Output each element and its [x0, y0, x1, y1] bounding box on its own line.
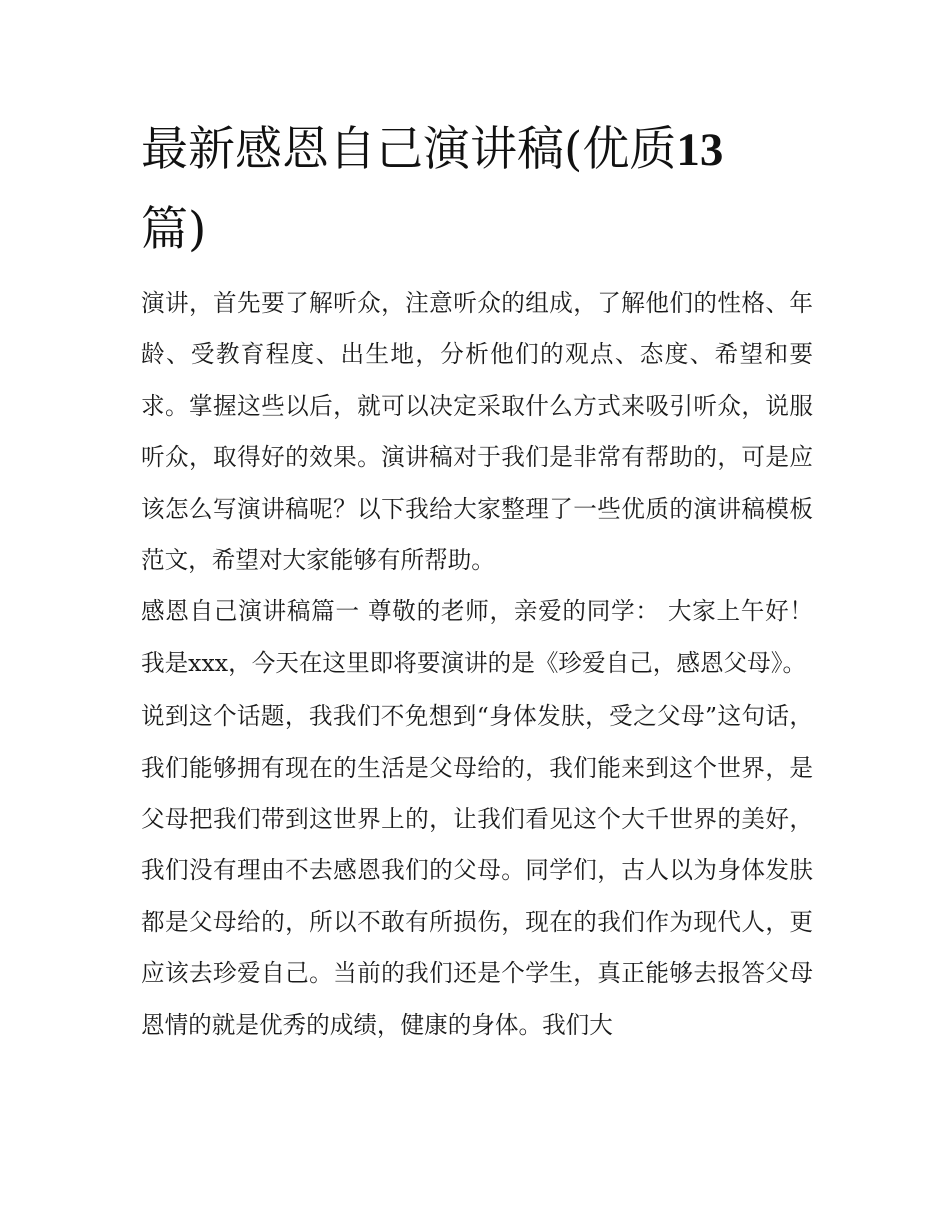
document-body: [141, 278, 813, 1051]
paragraph-intro: 演讲，首先要了解听众，注意听众的组成，了解他们的性格、年龄、受教育程度、出生地，分析他们的观点、态度、希望和要求。掌握这些以后，就可以决定采取什么方式来吸引听众，说服听众，取得好的效果。演讲稿对于我们是非常有帮助的，可是应该怎么写演讲稿呢？以下我给大家整理了一些优质的演讲稿模板范文，希望对大家能够有所帮助。: [141, 289, 813, 575]
document-title: [141, 110, 821, 270]
paragraph-speech-body: 说到这个话题，我我们不免想到“身体发肤，受之父母”这句话，我们能够拥有现在的生活是父母给的，我们能来到这个世界，是父母把我们带到这世界上的，让我们看见这个大千世界的美好，我们没有理由不去感恩我们的父母。同学们，古人以为身体发肤都是父母给的，所以不敢有所损伤，现在的我们作为现代人，更应该去珍爱自己。当前的我们还是个学生，真正能够去报答父母恩情的就是优秀的成绩，健康的身体。我们大: [141, 702, 813, 1039]
title-end: 篇): [141, 202, 207, 257]
title-main: 最新感恩自己演讲稿(优质: [141, 122, 677, 177]
title-number: 13: [676, 124, 724, 176]
paragraph-speech-opening: 感恩自己演讲稿篇一 尊敬的老师，亲爱的同学： 大家上午好！ 我是xxx，今天在这里即将要演讲的是《珍爱自己，感恩父母》。: [141, 597, 813, 677]
